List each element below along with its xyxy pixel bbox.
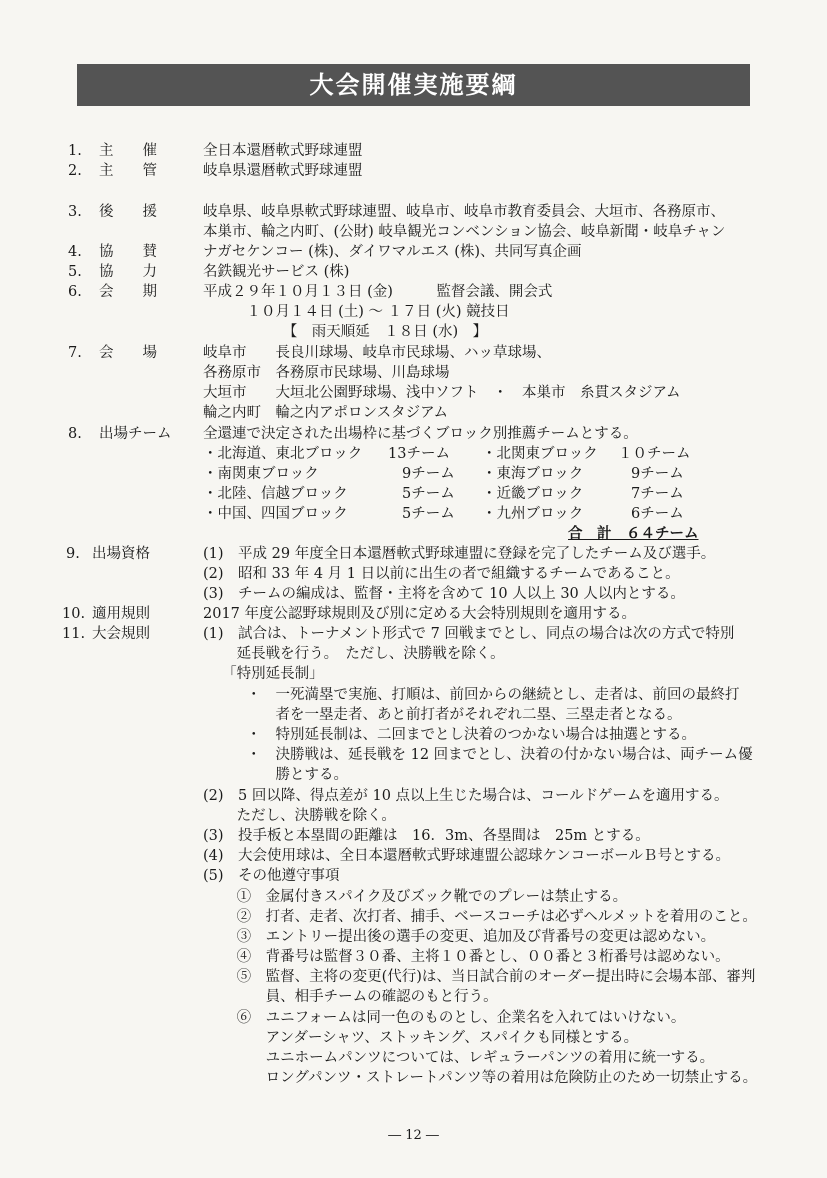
- section-text: 平成２９年１０月１３日 (金) 監督会議、開会式: [203, 284, 553, 300]
- block-count: 7チーム: [631, 486, 684, 502]
- rule-text: ⑥ ユニフォームは同一色のものとし、企業名を入れてはいけない。: [203, 1010, 686, 1026]
- block-name: ・中国、四国ブロック: [203, 506, 348, 522]
- block-name: ・北陸、信越ブロック: [203, 486, 348, 502]
- block-count: １０チーム: [618, 446, 691, 462]
- page-number: ― 12 ―: [388, 1128, 439, 1143]
- rule-text: (4) 大会使用球は、全日本還暦軟式野球連盟公認球ケンコーボールＢ号とする。: [203, 848, 731, 864]
- rule-text: ⑤ 監督、主将の変更(代行)は、当日試合前のオーダー提出時に会場本部、審判: [203, 969, 756, 985]
- rule-text: 延長戦を行う。 ただし、決勝戦を除く。: [203, 646, 505, 662]
- section-number: 5.: [68, 264, 82, 280]
- section-text: １０月１４日 (土) ～ １７日 (火) 競技日: [203, 304, 510, 320]
- section-text: 全日本還暦軟式野球連盟: [203, 143, 363, 159]
- block-name: ・北関東ブロック: [482, 446, 598, 462]
- section-text: ナガセケンコー (株)、ダイワマルエス (株)、共同写真企画: [203, 244, 582, 260]
- block-name: ・北海道、東北ブロック: [203, 446, 363, 462]
- rule-text: 員、相手チームの確認のもと行う。: [203, 989, 498, 1005]
- section-text: 岐阜県還暦軟式野球連盟: [203, 163, 363, 179]
- section-label: 適用規則: [92, 606, 150, 622]
- rule-text: ロングパンツ・ストレートパンツ等の着用は危険防止のため一切禁止する。: [203, 1070, 758, 1086]
- section-text: (3) チームの編成は、監督・主将を含めて 10 人以上 30 人以内とする。: [203, 586, 685, 602]
- page-title: 大会開催実施要綱: [77, 64, 750, 106]
- rule-text: ・ 決勝戦は、延長戦を 12 回までとし、決着の付かない場合は、両チーム優: [203, 747, 753, 763]
- block-name: ・東海ブロック: [482, 466, 584, 482]
- section-number: 8.: [68, 426, 82, 442]
- section-label: 出場資格: [92, 546, 150, 562]
- section-label: 協 賛: [99, 244, 157, 260]
- section-label: 会 期: [99, 284, 157, 300]
- block-count: 5チーム: [402, 486, 455, 502]
- section-label: 主 管: [99, 163, 157, 179]
- section-text: 各務原市 各務原市民球場、川島球場: [203, 365, 450, 381]
- rule-text: (5) その他遵守事項: [203, 868, 340, 884]
- section-number: 11.: [62, 626, 86, 642]
- rule-text: ・ 一死満塁で実施、打順は、前回からの継続とし、走者は、前回の最終打: [203, 687, 740, 703]
- block-count: 9チーム: [631, 466, 684, 482]
- rule-text: (3) 投手板と本塁間の距離は 16．3m、各塁間は 25m とする。: [203, 828, 650, 844]
- section-label: 大会規則: [92, 626, 150, 642]
- section-text: 2017 年度公認野球規則及び別に定める大会特別規則を適用する。: [203, 606, 637, 622]
- rule-text: 「特別延長制」: [203, 666, 324, 682]
- section-label: 会 場: [99, 345, 157, 361]
- block-name: ・近畿ブロック: [482, 486, 584, 502]
- section-text: 大垣市 大垣北公園野球場、浅中ソフト ・ 本巣市 糸貫スタジアム: [203, 385, 681, 401]
- section-number: 10.: [62, 606, 86, 622]
- section-number: 1.: [68, 143, 82, 159]
- section-text: 岐阜市 長良川球場、岐阜市民球場、ハッ草球場、: [203, 345, 551, 361]
- section-text: 全還連で決定された出場枠に基づくブロック別推薦チームとする。: [203, 426, 638, 442]
- section-number: 2.: [68, 163, 82, 179]
- rule-text: ユニホームパンツについては、レギュラーパンツの着用に統一する。: [203, 1050, 715, 1066]
- section-label: 主 催: [99, 143, 157, 159]
- block-count: 13チーム: [388, 446, 450, 462]
- section-number: 3.: [68, 204, 82, 220]
- rule-text: ① 金属付きスパイク及びズック靴でのプレーは禁止する。: [203, 889, 628, 905]
- section-number: 4.: [68, 244, 82, 260]
- block-count: 9チーム: [402, 466, 455, 482]
- section-number: 9.: [66, 546, 80, 562]
- rule-text: ・ 特別延長制は、二回までとし決着のつかない場合は抽選とする。: [203, 727, 696, 743]
- rule-text: ③ エントリー提出後の選手の変更、追加及び背番号の変更は認めない。: [203, 929, 716, 945]
- rule-text: アンダーシャツ、ストッキング、スパイクも同様とする。: [203, 1030, 639, 1046]
- rule-text: ② 打者、走者、次打者、捕手、ベースコーチは必ずヘルメットを着用のこと。: [203, 909, 757, 925]
- rule-text: (2) 5 回以降、得点差が 10 点以上生じた場合は、コールドゲームを適用する。: [203, 788, 729, 804]
- section-label: 後 援: [99, 204, 157, 220]
- block-count: 5チーム: [402, 506, 455, 522]
- section-text: 輪之内町 輪之内アポロンスタジアム: [203, 405, 449, 421]
- section-text: 名鉄観光サービス (株): [203, 264, 350, 280]
- rule-text: 者を一塁走者、あと前打者がそれぞれ二塁、三塁走者となる。: [203, 707, 682, 723]
- section-label: 協 力: [99, 264, 157, 280]
- section-number: 7.: [68, 345, 82, 361]
- section-text: 岐阜県、岐阜県軟式野球連盟、岐阜市、岐阜市教育委員会、大垣市、各務原市、: [203, 204, 725, 220]
- rule-text: (1) 試合は、トーナメント形式で 7 回戦までとし、同点の場合は次の方式で特別: [203, 626, 735, 642]
- block-count: 6チーム: [631, 506, 684, 522]
- section-label: 出場チーム: [99, 426, 172, 442]
- section-text: 【 雨天順延 １８日 (水) 】: [203, 324, 488, 340]
- rule-text: ただし、決勝戦を除く。: [203, 808, 396, 824]
- block-name: ・南関東ブロック: [203, 466, 319, 482]
- block-total: 合 計 ６４チーム: [568, 525, 699, 542]
- rule-text: ④ 背番号は監督３０番、主将１０番とし、００番と３桁番号は認めない。: [203, 949, 730, 965]
- rule-text: 勝とする。: [203, 767, 348, 783]
- section-number: 6.: [68, 284, 82, 300]
- block-name: ・九州ブロック: [482, 506, 584, 522]
- section-text: (2) 昭和 33 年 4 月 1 日以前に出生の者で組織するチームであること。: [203, 566, 680, 582]
- section-text: (1) 平成 29 年度全日本還暦軟式野球連盟に登録を完了したチーム及び選手。: [203, 546, 716, 562]
- section-text: 本巣市、輪之内町、(公財) 岐阜観光コンベンション協会、岐阜新聞・岐阜チャン: [203, 224, 726, 240]
